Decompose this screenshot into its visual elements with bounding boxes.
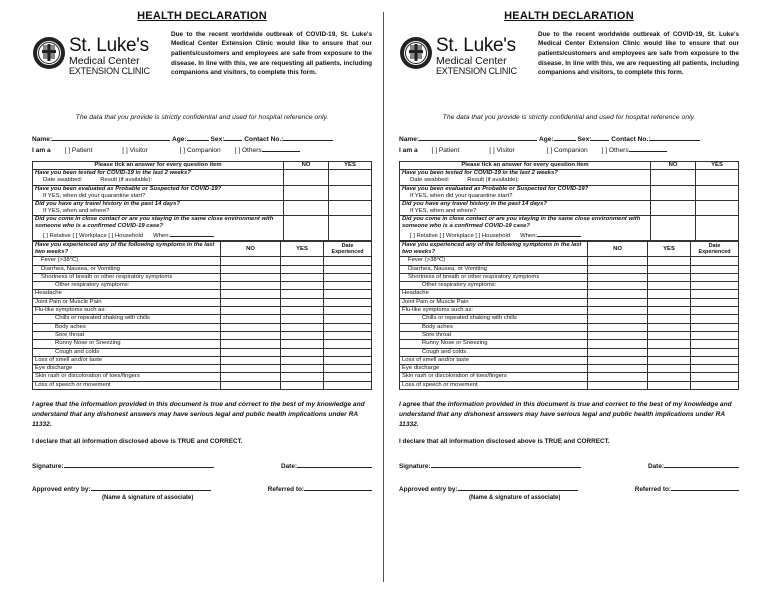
symptom-yes-cell[interactable]	[648, 315, 691, 323]
symptom-label: Skin rash or discoloration of toes/fingers	[400, 373, 588, 381]
symptom-date-cell[interactable]	[691, 323, 739, 331]
question-row: Have you been tested for COVID-19 in the last 2 weeks? Date swabbed: Result (if available):	[400, 170, 739, 185]
symptom-row	[400, 315, 739, 323]
symptom-yes-cell[interactable]	[648, 307, 691, 315]
symptom-row	[400, 257, 739, 265]
name-field[interactable]	[419, 134, 537, 141]
form-title: HEALTH DECLARATION	[137, 10, 267, 22]
age-field[interactable]	[187, 134, 209, 141]
sex-label: Sex:	[577, 136, 592, 144]
signature-row	[32, 460, 372, 471]
clinic-logo	[399, 30, 534, 98]
seal-icon	[399, 36, 433, 70]
symptom-no-cell[interactable]	[588, 331, 648, 339]
symptom-row	[400, 290, 739, 298]
iama-label: I am a	[32, 146, 51, 154]
date-field[interactable]	[297, 460, 372, 468]
symptom-no-cell[interactable]	[588, 315, 648, 323]
contact-label: Contact No.:	[244, 136, 284, 144]
symptom-date-cell[interactable]	[324, 307, 372, 315]
symptom-date-cell[interactable]	[691, 356, 739, 364]
role-visitor-checkbox[interactable]: [ ] Visitor	[122, 146, 148, 154]
symptom-no-cell[interactable]	[221, 356, 281, 364]
answer-yes-cell[interactable]	[696, 185, 739, 200]
symptom-row	[400, 298, 739, 306]
questions-header: Please tick an answer for every question item	[33, 162, 284, 170]
answer-yes-cell[interactable]	[696, 215, 739, 240]
symptom-label: Body aches	[33, 323, 221, 331]
others-field[interactable]	[629, 145, 667, 152]
symptom-no-cell[interactable]	[221, 307, 281, 315]
symptom-label: Chills or repeated shaking with chills	[400, 315, 588, 323]
question-row: Have you been evaluated as Probable or Suspected for COVID-19? If YES, when did your quarantine start?	[400, 185, 739, 200]
symptom-yes-cell[interactable]	[281, 315, 324, 323]
agreement-text: I agree that the information provided in this document is true and correct to the best of my knowledge and understand that any dishonest answers may have serious legal and public health implications under RA 11332.	[399, 401, 732, 428]
age-field[interactable]	[554, 134, 576, 141]
symptom-label: Eye discharge	[400, 365, 588, 373]
signature-row	[399, 460, 739, 471]
question-row: Did you come in close contact or are you staying in the same close environment with someone who is a confirmed COVID-19 case? [ ] Relative [ ] Workplace [ ] Household When:	[33, 215, 372, 240]
symptom-date-cell[interactable]	[324, 373, 372, 381]
symptom-no-cell[interactable]	[588, 373, 648, 381]
symptom-label: Flu-like symptoms such as:	[33, 307, 221, 315]
answer-no-cell[interactable]	[651, 215, 696, 240]
no-header: NO	[588, 242, 648, 257]
intro-text: Due to the recent worldwide outbreak of COVID-19, St. Luke's Medical Center Extension Clinic would like to ensure that our patients/customers and employees are safe from exposure to the disease. In line with this, we are requesting all patients, including companions and visitors, to complete this form.	[538, 30, 739, 77]
symptom-row	[400, 307, 739, 315]
sex-label: Sex:	[210, 136, 225, 144]
logo-name: St. Luke's	[436, 34, 516, 56]
symptoms-table	[32, 241, 372, 390]
symptom-row	[33, 348, 372, 356]
symptom-no-cell[interactable]	[588, 273, 648, 281]
approved-note: (Name & signature of associate)	[469, 494, 561, 501]
logo-subtitle-2: EXTENSION CLINIC	[69, 66, 150, 77]
symptom-date-cell[interactable]	[324, 331, 372, 339]
answer-no-cell[interactable]	[284, 200, 329, 215]
symptom-yes-cell[interactable]	[281, 381, 324, 389]
symptom-label: Other respiratory symptoms:	[400, 282, 588, 290]
symptoms-header: Have you experienced any of the following symptoms in the last two weeks?	[33, 242, 221, 257]
symptom-no-cell[interactable]	[221, 282, 281, 290]
symptom-yes-cell[interactable]	[281, 365, 324, 373]
symptom-row	[400, 356, 739, 364]
symptoms-header: Have you experienced any of the following symptoms in the last two weeks?	[400, 242, 588, 257]
symptom-yes-cell[interactable]	[648, 331, 691, 339]
answer-yes-cell[interactable]	[696, 200, 739, 215]
symptom-yes-cell[interactable]	[648, 282, 691, 290]
symptom-no-cell[interactable]	[588, 348, 648, 356]
symptom-yes-cell[interactable]	[648, 298, 691, 306]
symptom-label: Cough and colds	[400, 348, 588, 356]
date-label: Date:	[648, 462, 664, 470]
approved-note: (Name & signature of associate)	[102, 494, 194, 501]
symptom-label: Sore throat	[400, 331, 588, 339]
referred-field[interactable]	[671, 483, 739, 491]
seal-icon	[32, 36, 66, 70]
questions-header: Please tick an answer for every question item	[400, 162, 651, 170]
role-visitor-checkbox[interactable]: [ ] Visitor	[489, 146, 515, 154]
info-line-1	[32, 134, 372, 145]
confidential-note: The data that you provide is strictly confidential and used for hospital reference only.	[75, 113, 329, 121]
symptom-label: Loss of smell and/or taste	[33, 356, 221, 364]
no-header: NO	[284, 162, 329, 170]
symptom-label: Fever (>38°C)	[33, 257, 221, 265]
symptom-label: Cough and colds	[33, 348, 221, 356]
symptom-yes-cell[interactable]	[281, 340, 324, 348]
health-declaration-form-right	[399, 10, 739, 502]
signature-label: Signature:	[399, 462, 431, 470]
symptom-row	[33, 282, 372, 290]
symptom-row	[400, 381, 739, 389]
date-field[interactable]	[664, 460, 739, 468]
symptom-no-cell[interactable]	[588, 282, 648, 290]
role-companion-checkbox[interactable]: [ ] Companion	[179, 146, 221, 154]
info-line-2	[399, 145, 739, 156]
symptom-yes-cell[interactable]	[281, 273, 324, 281]
symptom-label: Joint Pain or Muscle Pain	[400, 298, 588, 306]
date-header: Date Experienced	[691, 242, 739, 257]
confidential-note: The data that you provide is strictly confidential and used for hospital reference only.	[442, 113, 696, 121]
symptom-yes-cell[interactable]	[648, 340, 691, 348]
symptom-date-cell[interactable]	[691, 365, 739, 373]
symptom-date-cell[interactable]	[691, 257, 739, 265]
symptom-row	[33, 381, 372, 389]
symptom-label: Diarrhea, Nausea, or Vomiting	[400, 265, 588, 273]
symptom-date-cell[interactable]	[324, 356, 372, 364]
page-divider	[383, 12, 384, 582]
signature-label: Signature:	[32, 462, 64, 470]
intro-text: Due to the recent worldwide outbreak of COVID-19, St. Luke's Medical Center Extension Clinic would like to ensure that our patients/customers and employees are safe from exposure to the disease. In line with this, we are requesting all patients, including companions and visitors, to complete this form.	[171, 30, 372, 77]
date-label: Date:	[281, 462, 297, 470]
symptom-date-cell[interactable]	[324, 340, 372, 348]
symptom-no-cell[interactable]	[221, 273, 281, 281]
role-patient-checkbox[interactable]: [ ] Patient	[64, 146, 93, 154]
symptom-no-cell[interactable]	[221, 340, 281, 348]
symptom-rows	[33, 257, 372, 390]
symptom-date-cell[interactable]	[691, 373, 739, 381]
agreement-text: I agree that the information provided in this document is true and correct to the best of my knowledge and understand that any dishonest answers may have serious legal and public health implications under RA 11332.	[32, 401, 365, 428]
signature-field[interactable]	[431, 460, 581, 468]
info-line-2	[32, 145, 372, 156]
symptom-date-cell[interactable]	[324, 381, 372, 389]
symptom-row	[400, 273, 739, 281]
answer-yes-cell[interactable]	[329, 215, 372, 240]
others-field[interactable]	[262, 145, 300, 152]
approval-row	[399, 483, 739, 494]
questions-table	[32, 161, 372, 241]
symptom-date-cell[interactable]	[324, 265, 372, 273]
symptom-date-cell[interactable]	[691, 315, 739, 323]
symptom-no-cell[interactable]	[221, 265, 281, 273]
symptom-date-cell[interactable]	[691, 340, 739, 348]
symptom-yes-cell[interactable]	[648, 323, 691, 331]
symptom-no-cell[interactable]	[221, 373, 281, 381]
symptom-yes-cell[interactable]	[281, 307, 324, 315]
health-declaration-form-left	[32, 10, 372, 502]
answer-no-cell[interactable]	[651, 185, 696, 200]
form-header	[32, 30, 372, 98]
symptom-row	[33, 340, 372, 348]
contact-field[interactable]	[283, 134, 333, 141]
symptom-row	[33, 356, 372, 364]
approved-label: Approved entry by:	[32, 485, 91, 493]
question-row: Have you been evaluated as Probable or Suspected for COVID-19? If YES, when did your quarantine start?	[33, 185, 372, 200]
symptom-no-cell[interactable]	[221, 323, 281, 331]
approved-field[interactable]	[91, 483, 211, 491]
yes-header: YES	[281, 242, 324, 257]
no-header: NO	[651, 162, 696, 170]
symptom-label: Body aches	[400, 323, 588, 331]
yes-header: YES	[648, 242, 691, 257]
answer-no-cell[interactable]	[651, 200, 696, 215]
symptom-yes-cell[interactable]	[281, 290, 324, 298]
contact-label: Contact No.:	[611, 136, 651, 144]
iama-label: I am a	[399, 146, 418, 154]
referred-label: Referred to:	[634, 485, 671, 493]
form-header	[399, 30, 739, 98]
symptom-yes-cell[interactable]	[648, 348, 691, 356]
symptom-row	[33, 323, 372, 331]
symptom-no-cell[interactable]	[221, 257, 281, 265]
symptom-row	[33, 265, 372, 273]
role-patient-checkbox[interactable]: [ ] Patient	[431, 146, 460, 154]
symptom-yes-cell[interactable]	[648, 381, 691, 389]
symptom-no-cell[interactable]	[588, 298, 648, 306]
symptom-date-cell[interactable]	[691, 282, 739, 290]
name-label: Name:	[399, 136, 420, 144]
age-label: Age:	[539, 136, 554, 144]
symptom-label: Loss of speech or movement	[33, 381, 221, 389]
symptom-no-cell[interactable]	[588, 340, 648, 348]
symptom-row	[33, 331, 372, 339]
symptom-yes-cell[interactable]	[281, 356, 324, 364]
symptom-date-cell[interactable]	[691, 307, 739, 315]
symptom-date-cell[interactable]	[324, 257, 372, 265]
symptom-yes-cell[interactable]	[648, 290, 691, 298]
symptom-row	[33, 257, 372, 265]
symptom-yes-cell[interactable]	[281, 257, 324, 265]
symptom-no-cell[interactable]	[221, 290, 281, 298]
clinic-logo	[32, 30, 167, 98]
symptom-label: Other respiratory symptoms:	[33, 282, 221, 290]
answer-yes-cell[interactable]	[696, 170, 739, 185]
sex-field[interactable]	[591, 134, 609, 141]
symptom-row	[33, 298, 372, 306]
symptom-label: Fever (>38°C)	[400, 257, 588, 265]
symptom-row	[33, 307, 372, 315]
symptom-yes-cell[interactable]	[648, 265, 691, 273]
symptom-no-cell[interactable]	[588, 307, 648, 315]
symptom-label: Chills or repeated shaking with chills	[33, 315, 221, 323]
answer-no-cell[interactable]	[651, 170, 696, 185]
symptom-label: Flu-like symptoms such as:	[400, 307, 588, 315]
role-others-checkbox[interactable]: [ ] Others	[601, 146, 629, 154]
approval-row	[32, 483, 372, 494]
symptom-label: Runny Nose or Sneezing	[33, 340, 221, 348]
symptom-row	[33, 373, 372, 381]
question-row: Did you have any travel history in the past 14 days? If YES, when and where?	[400, 200, 739, 215]
symptom-yes-cell[interactable]	[281, 373, 324, 381]
symptom-no-cell[interactable]	[588, 381, 648, 389]
symptom-yes-cell[interactable]	[648, 273, 691, 281]
symptom-date-cell[interactable]	[324, 273, 372, 281]
symptom-yes-cell[interactable]	[281, 348, 324, 356]
symptom-date-cell[interactable]	[324, 323, 372, 331]
symptom-date-cell[interactable]	[691, 273, 739, 281]
symptom-row	[400, 282, 739, 290]
symptom-label: Shortness of breath or other respiratory symptoms	[33, 273, 221, 281]
symptom-label: Sore throat	[33, 331, 221, 339]
date-header: Date Experienced	[324, 242, 372, 257]
symptom-no-cell[interactable]	[221, 331, 281, 339]
symptom-date-cell[interactable]	[324, 290, 372, 298]
symptom-label: Loss of smell and/or taste	[400, 356, 588, 364]
answer-yes-cell[interactable]	[329, 185, 372, 200]
role-others-checkbox[interactable]: [ ] Others	[234, 146, 262, 154]
referred-label: Referred to:	[267, 485, 304, 493]
no-header: NO	[221, 242, 281, 257]
symptom-date-cell[interactable]	[691, 331, 739, 339]
symptom-row	[400, 373, 739, 381]
approved-field[interactable]	[458, 483, 578, 491]
symptom-date-cell[interactable]	[324, 365, 372, 373]
symptom-date-cell[interactable]	[691, 348, 739, 356]
symptom-date-cell[interactable]	[691, 290, 739, 298]
symptom-no-cell[interactable]	[588, 365, 648, 373]
role-companion-checkbox[interactable]: [ ] Companion	[546, 146, 588, 154]
symptom-date-cell[interactable]	[324, 282, 372, 290]
symptom-no-cell[interactable]	[221, 365, 281, 373]
symptom-yes-cell[interactable]	[648, 257, 691, 265]
answer-yes-cell[interactable]	[329, 200, 372, 215]
declaration-text: I declare that all information disclosed above is TRUE and CORRECT.	[399, 437, 610, 445]
symptom-yes-cell[interactable]	[281, 265, 324, 273]
contact-field[interactable]	[650, 134, 700, 141]
name-field[interactable]	[52, 134, 170, 141]
symptom-label: Skin rash or discoloration of toes/fingers	[33, 373, 221, 381]
answer-no-cell[interactable]	[284, 215, 329, 240]
answer-no-cell[interactable]	[284, 185, 329, 200]
symptom-date-cell[interactable]	[691, 265, 739, 273]
question-row: Did you have any travel history in the past 14 days? If YES, when and where?	[33, 200, 372, 215]
symptom-label: Headache	[33, 290, 221, 298]
symptom-date-cell[interactable]	[324, 298, 372, 306]
symptom-label: Shortness of breath or other respiratory symptoms	[400, 273, 588, 281]
symptom-no-cell[interactable]	[221, 315, 281, 323]
logo-subtitle-2: EXTENSION CLINIC	[436, 66, 517, 77]
logo-subtitle: Medical Center	[69, 54, 140, 67]
symptom-no-cell[interactable]	[588, 356, 648, 364]
yes-header: YES	[329, 162, 372, 170]
symptom-row	[400, 265, 739, 273]
question-row: Have you been tested for COVID-19 in the last 2 weeks? Date swabbed: Result (if available):	[33, 170, 372, 185]
symptom-date-cell[interactable]	[691, 298, 739, 306]
symptom-no-cell[interactable]	[221, 348, 281, 356]
question-row: Did you come in close contact or are you staying in the same close environment with someone who is a confirmed COVID-19 case? [ ] Relative [ ] Workplace [ ] Household When:	[400, 215, 739, 240]
symptom-no-cell[interactable]	[588, 265, 648, 273]
symptom-row	[33, 290, 372, 298]
symptom-row	[400, 365, 739, 373]
symptom-row	[400, 323, 739, 331]
symptom-row	[33, 365, 372, 373]
symptom-row	[33, 273, 372, 281]
symptom-no-cell[interactable]	[221, 298, 281, 306]
symptom-yes-cell[interactable]	[281, 282, 324, 290]
logo-subtitle: Medical Center	[436, 54, 507, 67]
form-title: HEALTH DECLARATION	[504, 10, 634, 22]
symptom-row	[400, 331, 739, 339]
symptom-no-cell[interactable]	[588, 323, 648, 331]
symptom-row	[400, 348, 739, 356]
symptom-row	[400, 340, 739, 348]
symptom-no-cell[interactable]	[588, 257, 648, 265]
logo-name: St. Luke's	[69, 34, 149, 56]
info-line-1	[399, 134, 739, 145]
symptom-yes-cell[interactable]	[648, 356, 691, 364]
referred-field[interactable]	[304, 483, 372, 491]
symptom-date-cell[interactable]	[324, 315, 372, 323]
questions-table	[399, 161, 739, 241]
symptom-label: Eye discharge	[33, 365, 221, 373]
symptom-label: Headache	[400, 290, 588, 298]
symptom-yes-cell[interactable]	[648, 365, 691, 373]
symptom-label: Joint Pain or Muscle Pain	[33, 298, 221, 306]
symptom-yes-cell[interactable]	[281, 331, 324, 339]
symptom-no-cell[interactable]	[588, 290, 648, 298]
symptom-label: Diarrhea, Nausea, or Vomiting	[33, 265, 221, 273]
yes-header: YES	[696, 162, 739, 170]
answer-no-cell[interactable]	[284, 170, 329, 185]
answer-yes-cell[interactable]	[329, 170, 372, 185]
declaration-text: I declare that all information disclosed above is TRUE and CORRECT.	[32, 437, 243, 445]
signature-field[interactable]	[64, 460, 214, 468]
name-label: Name:	[32, 136, 53, 144]
sex-field[interactable]	[224, 134, 242, 141]
symptom-yes-cell[interactable]	[281, 323, 324, 331]
symptoms-table	[399, 241, 739, 390]
symptom-date-cell[interactable]	[691, 381, 739, 389]
symptom-label: Loss of speech or movement	[400, 381, 588, 389]
symptom-date-cell[interactable]	[324, 348, 372, 356]
age-label: Age:	[172, 136, 187, 144]
symptom-row	[33, 315, 372, 323]
approved-label: Approved entry by:	[399, 485, 458, 493]
symptom-rows	[400, 257, 739, 390]
symptom-label: Runny Nose or Sneezing	[400, 340, 588, 348]
symptom-yes-cell[interactable]	[281, 298, 324, 306]
symptom-no-cell[interactable]	[221, 381, 281, 389]
symptom-yes-cell[interactable]	[648, 373, 691, 381]
